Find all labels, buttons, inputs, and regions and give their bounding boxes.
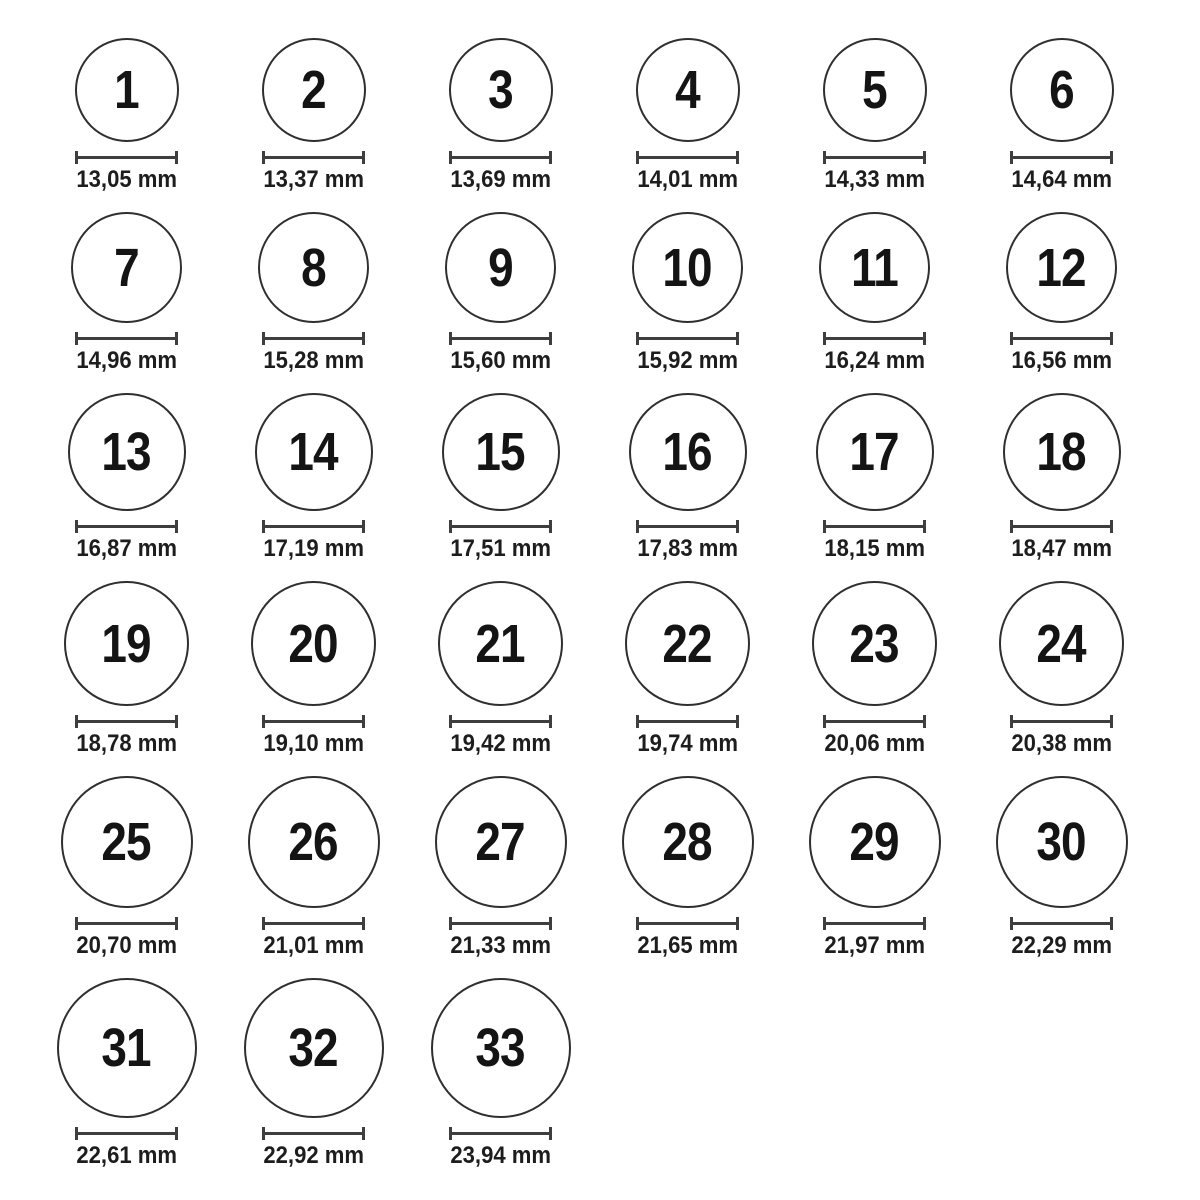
- diameter-label: 16,56 mm: [1011, 347, 1112, 374]
- measure-bar: [449, 525, 552, 528]
- diameter-label: 18,78 mm: [76, 730, 177, 757]
- diameter-measure-line: [823, 715, 926, 728]
- ring-size-cell: [220, 38, 407, 193]
- ring-circle: [823, 38, 927, 142]
- ring-circle: [61, 776, 193, 908]
- diameter-measure-line: [823, 332, 926, 345]
- diameter-measure-line: [823, 917, 926, 930]
- measure-tick-right: [362, 332, 365, 345]
- diameter-measure-line: [449, 917, 552, 930]
- measure-tick-right: [362, 917, 365, 930]
- ring-size-number: 15: [475, 422, 526, 482]
- diameter-measure-line: [823, 151, 926, 164]
- diameter-measure-line: [75, 1127, 178, 1140]
- measure-bar: [262, 720, 365, 723]
- ring-size-number: 33: [475, 1018, 526, 1078]
- diameter-measure-line: [262, 332, 365, 345]
- ring-size-cell: [407, 776, 594, 959]
- ring-size-number: 19: [101, 613, 152, 674]
- ring-size-number: 18: [1036, 422, 1087, 482]
- ring-size-cell: [33, 978, 220, 1169]
- ring-size-cell: [968, 212, 1155, 374]
- measure-bar: [449, 337, 552, 340]
- diameter-measure-line: [636, 332, 739, 345]
- ring-size-cell: [220, 776, 407, 959]
- ring-circle: [68, 393, 186, 511]
- ring-size-number: 20: [288, 613, 339, 674]
- ring-size-cell: [407, 581, 594, 757]
- ring-size-cell: [33, 38, 220, 193]
- ring-size-cell: [781, 776, 968, 959]
- ring-size-number: 7: [114, 237, 139, 298]
- grid-row: [33, 776, 1200, 959]
- diameter-label: 20,38 mm: [1011, 730, 1112, 757]
- ring-size-number: 22: [662, 613, 713, 674]
- diameter-label: 17,51 mm: [450, 535, 551, 562]
- diameter-label: 21,01 mm: [263, 932, 364, 959]
- ring-size-number: 16: [662, 422, 713, 482]
- ring-size-cell: [594, 212, 781, 374]
- ring-size-number: 23: [849, 613, 900, 674]
- diameter-label: 14,33 mm: [824, 166, 925, 193]
- measure-tick-right: [1110, 151, 1113, 164]
- ring-circle: [629, 393, 747, 511]
- measure-bar: [262, 156, 365, 159]
- ring-size-number: 3: [488, 60, 513, 120]
- ring-size-cell: [594, 38, 781, 193]
- measure-bar: [1010, 337, 1113, 340]
- measure-tick-right: [362, 715, 365, 728]
- measure-tick-right: [362, 520, 365, 533]
- ring-circle: [1010, 38, 1114, 142]
- measure-bar: [449, 922, 552, 925]
- diameter-label: 19,42 mm: [450, 730, 551, 757]
- measure-bar: [636, 922, 739, 925]
- measure-tick-right: [549, 332, 552, 345]
- ring-size-cell: [33, 776, 220, 959]
- ring-size-cell: [781, 393, 968, 562]
- measure-bar: [1010, 156, 1113, 159]
- ring-circle: [57, 978, 197, 1118]
- ring-size-cell: [220, 212, 407, 374]
- ring-size-number: 5: [862, 60, 887, 120]
- ring-circle: [632, 212, 743, 323]
- ring-size-cell: [220, 978, 407, 1169]
- ring-size-cell: [33, 581, 220, 757]
- measure-bar: [75, 1132, 178, 1135]
- measure-tick-right: [923, 332, 926, 345]
- ring-size-number: 30: [1036, 812, 1087, 872]
- diameter-label: 21,33 mm: [450, 932, 551, 959]
- ring-size-number: 6: [1049, 60, 1074, 120]
- ring-circle: [1003, 393, 1121, 511]
- ring-size-number: 13: [101, 422, 152, 482]
- diameter-label: 13,05 mm: [76, 166, 177, 193]
- ring-circle: [819, 212, 930, 323]
- ring-circle: [71, 212, 182, 323]
- measure-tick-right: [175, 1127, 178, 1140]
- ring-size-cell: [220, 393, 407, 562]
- measure-bar: [75, 156, 178, 159]
- diameter-measure-line: [1010, 520, 1113, 533]
- measure-bar: [262, 525, 365, 528]
- ring-circle: [75, 38, 179, 142]
- ring-size-number: 17: [849, 422, 900, 482]
- ring-circle: [809, 776, 941, 908]
- diameter-label: 22,61 mm: [76, 1142, 177, 1169]
- measure-bar: [636, 337, 739, 340]
- measure-bar: [636, 525, 739, 528]
- ring-circle: [1006, 212, 1117, 323]
- ring-circle: [636, 38, 740, 142]
- ring-size-cell: [33, 393, 220, 562]
- diameter-label: 22,29 mm: [1011, 932, 1112, 959]
- measure-bar: [823, 720, 926, 723]
- measure-bar: [449, 1132, 552, 1135]
- diameter-measure-line: [636, 151, 739, 164]
- ring-size-cell: [968, 38, 1155, 193]
- ring-size-cell: [407, 38, 594, 193]
- measure-tick-right: [175, 151, 178, 164]
- measure-tick-right: [736, 715, 739, 728]
- measure-tick-right: [175, 332, 178, 345]
- grid-row: [33, 978, 1200, 1169]
- ring-size-number: 1: [114, 60, 139, 120]
- ring-size-number: 8: [301, 237, 326, 298]
- measure-tick-right: [736, 151, 739, 164]
- diameter-measure-line: [1010, 917, 1113, 930]
- ring-circle: [812, 581, 937, 706]
- ring-size-cell: [594, 776, 781, 959]
- diameter-measure-line: [449, 715, 552, 728]
- grid-row: [33, 38, 1200, 193]
- ring-size-number: 10: [662, 237, 713, 298]
- ring-size-cell: [407, 978, 594, 1169]
- ring-size-number: 28: [662, 812, 713, 872]
- measure-tick-right: [549, 151, 552, 164]
- measure-bar: [823, 337, 926, 340]
- measure-tick-right: [923, 715, 926, 728]
- diameter-measure-line: [75, 917, 178, 930]
- measure-tick-right: [549, 917, 552, 930]
- ring-size-cell: [968, 393, 1155, 562]
- diameter-label: 18,47 mm: [1011, 535, 1112, 562]
- diameter-measure-line: [75, 332, 178, 345]
- diameter-measure-line: [262, 715, 365, 728]
- measure-tick-right: [736, 917, 739, 930]
- diameter-measure-line: [449, 520, 552, 533]
- grid-row: [33, 393, 1200, 562]
- ring-size-cell: [968, 776, 1155, 959]
- ring-circle: [248, 776, 380, 908]
- ring-size-number: 25: [101, 812, 152, 872]
- measure-tick-right: [923, 151, 926, 164]
- ring-circle: [449, 38, 553, 142]
- measure-tick-right: [549, 715, 552, 728]
- diameter-label: 21,65 mm: [637, 932, 738, 959]
- measure-tick-right: [549, 1127, 552, 1140]
- ring-size-number: 24: [1036, 613, 1087, 674]
- measure-tick-right: [923, 917, 926, 930]
- ring-size-number: 32: [288, 1018, 339, 1078]
- ring-circle: [442, 393, 560, 511]
- ring-size-cell: [781, 212, 968, 374]
- diameter-label: 15,28 mm: [263, 347, 364, 374]
- ring-size-cell: [407, 393, 594, 562]
- measure-bar: [75, 525, 178, 528]
- diameter-label: 14,01 mm: [637, 166, 738, 193]
- measure-bar: [75, 720, 178, 723]
- diameter-label: 13,37 mm: [263, 166, 364, 193]
- diameter-measure-line: [636, 917, 739, 930]
- diameter-label: 14,96 mm: [76, 347, 177, 374]
- ring-size-cell: [781, 38, 968, 193]
- diameter-measure-line: [449, 1127, 552, 1140]
- ring-size-number: 21: [475, 613, 526, 674]
- measure-bar: [262, 1132, 365, 1135]
- measure-tick-right: [736, 520, 739, 533]
- measure-bar: [75, 337, 178, 340]
- measure-bar: [823, 525, 926, 528]
- diameter-label: 23,94 mm: [450, 1142, 551, 1169]
- ring-circle: [625, 581, 750, 706]
- measure-bar: [262, 922, 365, 925]
- ring-circle: [255, 393, 373, 511]
- diameter-label: 19,10 mm: [263, 730, 364, 757]
- ring-size-number: 11: [851, 237, 898, 298]
- ring-circle: [435, 776, 567, 908]
- diameter-label: 17,19 mm: [263, 535, 364, 562]
- measure-tick-right: [736, 332, 739, 345]
- ring-size-number: 14: [288, 422, 339, 482]
- diameter-measure-line: [449, 151, 552, 164]
- diameter-label: 19,74 mm: [637, 730, 738, 757]
- ring-size-number: 27: [475, 812, 526, 872]
- diameter-label: 16,24 mm: [824, 347, 925, 374]
- ring-size-number: 9: [488, 237, 513, 298]
- ring-circle: [64, 581, 189, 706]
- measure-bar: [636, 720, 739, 723]
- ring-circle: [431, 978, 571, 1118]
- diameter-measure-line: [636, 520, 739, 533]
- diameter-label: 18,15 mm: [824, 535, 925, 562]
- ring-circle: [816, 393, 934, 511]
- ring-size-number: 31: [101, 1018, 152, 1078]
- ring-size-number: 2: [301, 60, 326, 120]
- ring-size-cell: [220, 581, 407, 757]
- measure-bar: [1010, 525, 1113, 528]
- measure-tick-right: [175, 917, 178, 930]
- diameter-measure-line: [262, 520, 365, 533]
- diameter-label: 14,64 mm: [1011, 166, 1112, 193]
- diameter-measure-line: [262, 917, 365, 930]
- diameter-label: 21,97 mm: [824, 932, 925, 959]
- measure-tick-right: [362, 151, 365, 164]
- ring-circle: [438, 581, 563, 706]
- ring-circle: [445, 212, 556, 323]
- ring-size-number: 29: [849, 812, 900, 872]
- grid-row: [33, 581, 1200, 757]
- grid-row: [33, 212, 1200, 374]
- diameter-label: 13,69 mm: [450, 166, 551, 193]
- measure-bar: [75, 922, 178, 925]
- ring-size-number: 4: [675, 60, 700, 120]
- measure-tick-right: [549, 520, 552, 533]
- ring-circle: [996, 776, 1128, 908]
- ring-size-cell: [968, 581, 1155, 757]
- ring-size-cell: [594, 393, 781, 562]
- measure-bar: [449, 720, 552, 723]
- diameter-measure-line: [262, 151, 365, 164]
- ring-circle: [258, 212, 369, 323]
- measure-tick-right: [923, 520, 926, 533]
- diameter-measure-line: [262, 1127, 365, 1140]
- ring-circle: [262, 38, 366, 142]
- ring-size-number: 12: [1036, 237, 1087, 298]
- measure-tick-right: [175, 520, 178, 533]
- ring-size-number: 26: [288, 812, 339, 872]
- diameter-label: 22,92 mm: [263, 1142, 364, 1169]
- diameter-measure-line: [75, 520, 178, 533]
- measure-bar: [823, 922, 926, 925]
- diameter-measure-line: [75, 715, 178, 728]
- measure-tick-right: [1110, 520, 1113, 533]
- diameter-measure-line: [75, 151, 178, 164]
- ring-circle: [244, 978, 384, 1118]
- diameter-label: 15,60 mm: [450, 347, 551, 374]
- ring-size-cell: [781, 581, 968, 757]
- diameter-label: 20,70 mm: [76, 932, 177, 959]
- measure-bar: [823, 156, 926, 159]
- measure-tick-right: [1110, 332, 1113, 345]
- diameter-measure-line: [823, 520, 926, 533]
- diameter-label: 20,06 mm: [824, 730, 925, 757]
- ring-size-cell: [407, 212, 594, 374]
- measure-tick-right: [1110, 917, 1113, 930]
- measure-bar: [636, 156, 739, 159]
- measure-bar: [262, 337, 365, 340]
- diameter-measure-line: [1010, 715, 1113, 728]
- ring-circle: [999, 581, 1124, 706]
- diameter-measure-line: [449, 332, 552, 345]
- ring-size-cell: [33, 212, 220, 374]
- diameter-label: 16,87 mm: [76, 535, 177, 562]
- diameter-label: 15,92 mm: [637, 347, 738, 374]
- diameter-measure-line: [1010, 151, 1113, 164]
- measure-tick-right: [175, 715, 178, 728]
- diameter-measure-line: [636, 715, 739, 728]
- ring-circle: [251, 581, 376, 706]
- measure-bar: [1010, 720, 1113, 723]
- ring-size-cell: [594, 581, 781, 757]
- measure-bar: [449, 156, 552, 159]
- measure-bar: [1010, 922, 1113, 925]
- diameter-label: 17,83 mm: [637, 535, 738, 562]
- diameter-measure-line: [1010, 332, 1113, 345]
- measure-tick-right: [362, 1127, 365, 1140]
- measure-tick-right: [1110, 715, 1113, 728]
- ring-circle: [622, 776, 754, 908]
